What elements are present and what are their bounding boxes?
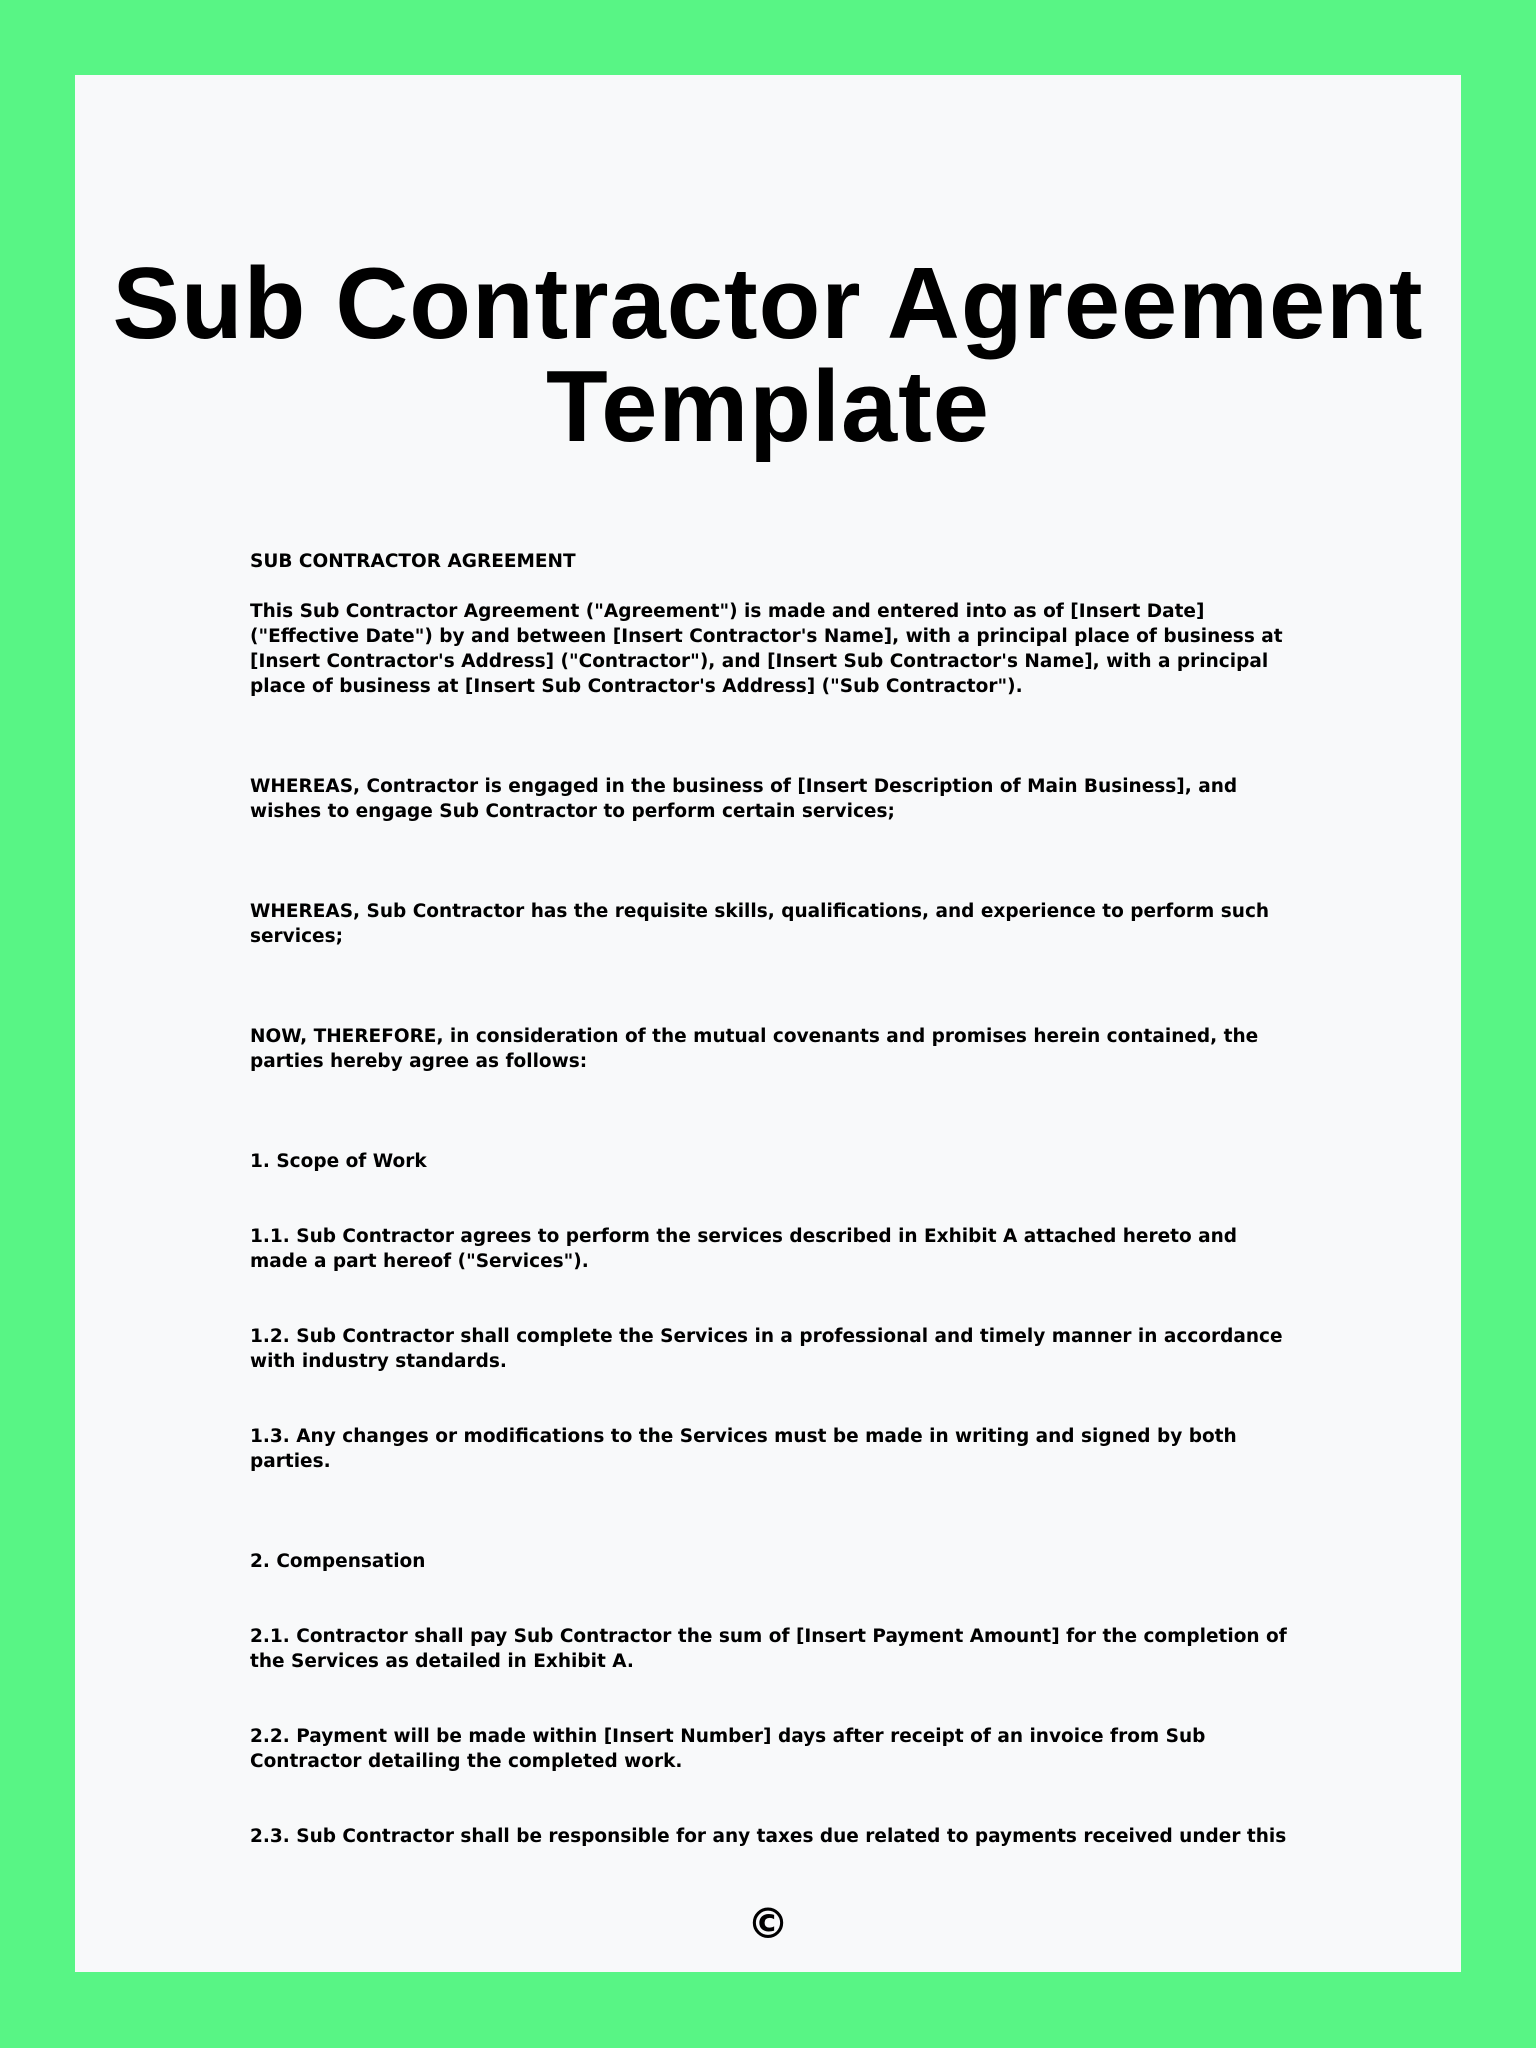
title-line-1: Sub Contractor Agreement — [112, 248, 1424, 360]
clause-1-1: 1.1. Sub Contractor agrees to perform the services described in Exhibit A attached hereto and made a part hereof ("Services"). — [250, 1226, 1238, 1272]
intro-paragraph: This Sub Contractor Agreement ("Agreement") is made and entered into as of [Insert Date] ("Effective Date") by and between [Insert Contractor's Name], with a principal place of business at [Insert Contractor's Address] ("Contractor"), and [Insert Sub Contractor's Name], with a principal place of business at [Insert Sub Contractor's Address] ("Sub Contractor"). — [250, 601, 1283, 697]
clause-1-2: 1.2. Sub Contractor shall complete the Services in a professional and timely manner in accordance with industry standards. — [250, 1326, 1283, 1372]
whereas-paragraph-1: WHEREAS, Contractor is engaged in the business of [Insert Description of Main Business], and wishes to engage Sub Contractor to perform certain services; — [250, 776, 1238, 822]
therefore-paragraph: NOW, THEREFORE, in consideration of the mutual covenants and promises herein contained, the parties hereby agree as follows: — [250, 1026, 1259, 1072]
section-2-title: 2. Compensation — [250, 1551, 426, 1572]
document-page — [75, 75, 1461, 1972]
title-line-2: Template — [546, 351, 990, 463]
clause-2-3: 2.3. Sub Contractor shall be responsible for any taxes due related to payments received under this — [250, 1826, 1287, 1847]
document-title — [75, 248, 1461, 463]
clause-2-2: 2.2. Payment will be made within [Insert Number] days after receipt of an invoice from Sub Contractor detailing the completed work. — [250, 1726, 1206, 1772]
section-1-title: 1. Scope of Work — [250, 1151, 427, 1172]
copyright-icon: © — [747, 1899, 789, 1948]
clause-1-3: 1.3. Any changes or modifications to the Services must be made in writing and signed by both parties. — [250, 1426, 1237, 1472]
agreement-heading: SUB CONTRACTOR AGREEMENT — [250, 551, 576, 572]
clause-2-1: 2.1. Contractor shall pay Sub Contractor the sum of [Insert Payment Amount] for the completion of the Services as detailed in Exhibit A. — [250, 1626, 1287, 1672]
agreement-body — [250, 549, 1290, 1849]
whereas-paragraph-2: WHEREAS, Sub Contractor has the requisite skills, qualifications, and experience to perform such services; — [250, 901, 1270, 947]
